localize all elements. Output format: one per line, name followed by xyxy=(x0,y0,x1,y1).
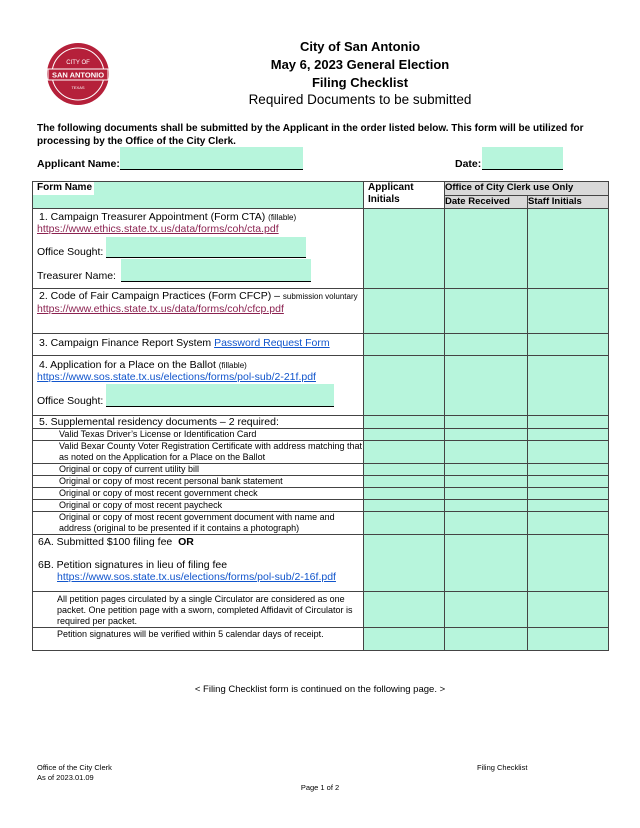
item-2-applicant-initials[interactable] xyxy=(364,289,445,334)
item-2-staff-initials[interactable] xyxy=(528,289,609,334)
item-4-note: (fillable) xyxy=(218,361,247,370)
item-5-applicant-initials[interactable] xyxy=(364,416,445,429)
item-5-sub-3: Original or copy of current utility bill xyxy=(59,464,200,474)
item-5b-staff-initials[interactable] xyxy=(528,441,609,464)
item-5-sub-6: Original or copy of most recent paycheck xyxy=(59,500,223,510)
item-5a-staff-initials[interactable] xyxy=(528,429,609,441)
form-name-header-fill2 xyxy=(33,195,363,208)
item-1-treasurer-label: Treasurer Name: xyxy=(37,270,116,282)
item-5f-staff-initials[interactable] xyxy=(528,500,609,512)
item-5-cell xyxy=(33,416,364,429)
form-name-header: Form Name xyxy=(37,182,93,193)
form-name-header-fill xyxy=(94,182,363,195)
staff-initials-header: Staff Initials xyxy=(528,195,609,209)
item-3-applicant-initials[interactable] xyxy=(364,334,445,356)
item-4-link[interactable]: https://www.sos.state.tx.us/elections/forms/pol-sub/2-21f.pdf xyxy=(37,371,316,383)
item-1-staff-initials[interactable] xyxy=(528,209,609,289)
form-name-header-cell xyxy=(33,182,364,209)
item-1-title: 1. Campaign Treasurer Appointment (Form CTA) xyxy=(39,211,266,223)
continued-note: < Filing Checklist form is continued on the following page. > xyxy=(194,684,446,695)
seal-line1: CITY OF xyxy=(66,60,90,66)
item-5d-staff-initials[interactable] xyxy=(528,476,609,488)
item-6a-or: OR xyxy=(178,536,194,548)
date-received-header: Date Received xyxy=(445,195,528,209)
petition-note-1: All petition pages circulated by a single Circulator are considered as one packet. One petition page with a sworn, completed Affidavit of Circulator is required per packet. xyxy=(57,594,353,626)
item-5f-applicant-initials[interactable] xyxy=(364,500,445,512)
checklist-table xyxy=(32,181,609,651)
applicant-header-line2: Initials xyxy=(368,194,400,205)
item-5g-applicant-initials[interactable] xyxy=(364,512,445,535)
item-5-sub-7: Original or copy of most recent government document with name and address (original to be presented if it contains a photograph) xyxy=(59,512,335,533)
applicant-initials-header xyxy=(364,182,445,209)
item-5d-applicant-initials[interactable] xyxy=(364,476,445,488)
item-4-office-field[interactable] xyxy=(106,384,334,407)
item-6b-link[interactable]: https://www.sos.state.tx.us/elections/forms/pol-sub/2-16f.pdf xyxy=(57,571,336,583)
item-5e-applicant-initials[interactable] xyxy=(364,488,445,500)
note-1-staff-initials[interactable] xyxy=(528,592,609,628)
item-5a-applicant-initials[interactable] xyxy=(364,429,445,441)
header-election: May 6, 2023 General Election xyxy=(270,57,450,72)
applicant-name-field[interactable] xyxy=(120,147,303,170)
item-5g-date-received[interactable] xyxy=(445,512,528,535)
note-2-staff-initials[interactable] xyxy=(528,628,609,651)
header-title: Filing Checklist xyxy=(311,75,409,90)
item-1-applicant-initials[interactable] xyxy=(364,209,445,289)
item-3-date-received[interactable] xyxy=(445,334,528,356)
note-2-date-received[interactable] xyxy=(445,628,528,651)
item-4-office-label: Office Sought: xyxy=(37,395,104,407)
item-6b-title: 6B. Petition signatures in lieu of filing fee xyxy=(38,559,228,571)
item-6a-title: 6A. Submitted $100 filing fee xyxy=(38,536,173,548)
item-5b-applicant-initials[interactable] xyxy=(364,441,445,464)
item-4-applicant-initials[interactable] xyxy=(364,356,445,416)
item-1-office-label: Office Sought: xyxy=(37,246,104,258)
header-city: City of San Antonio xyxy=(299,39,421,54)
note-2-applicant-initials[interactable] xyxy=(364,628,445,651)
item-5e-date-received[interactable] xyxy=(445,488,528,500)
footer-right: Filing Checklist xyxy=(477,763,528,772)
intro-text: The following documents shall be submitted by the Applicant in the order listed below. This form will be utilized for processing by the Office of the City Clerk. xyxy=(37,123,584,147)
item-4-staff-initials[interactable] xyxy=(528,356,609,416)
item-5-sub-1: Valid Texas Driver’s License or Identification Card xyxy=(59,429,257,439)
item-5b-date-received[interactable] xyxy=(445,441,528,464)
footer-office: Office of the City Clerk xyxy=(37,763,112,772)
item-5g-staff-initials[interactable] xyxy=(528,512,609,535)
city-seal-logo xyxy=(46,42,110,106)
item-1-treasurer-field[interactable] xyxy=(121,259,311,282)
item-5c-applicant-initials[interactable] xyxy=(364,464,445,476)
item-1-date-received[interactable] xyxy=(445,209,528,289)
office-use-header: Office of City Clerk use Only xyxy=(445,182,609,196)
item-5-sub-5: Original or copy of most recent government check xyxy=(59,488,258,498)
item-3-cell xyxy=(33,334,364,356)
item-2-note: submission voluntary xyxy=(282,292,358,301)
footer-date: As of 2023.01.09 xyxy=(37,773,94,782)
item-1-link[interactable]: https://www.ethics.state.tx.us/data/forms/coh/cta.pdf xyxy=(37,223,279,235)
item-6-staff-initials[interactable] xyxy=(528,535,609,592)
item-6-applicant-initials[interactable] xyxy=(364,535,445,592)
applicant-name-label: Applicant Name: xyxy=(37,158,120,170)
footer-page-number: Page 1 of 2 xyxy=(300,783,340,792)
item-4-title: 4. Application for a Place on the Ballot xyxy=(39,359,216,371)
item-5-title: 5. Supplemental residency documents – 2 required: xyxy=(39,416,279,428)
item-5-sub-4: Original or copy of most recent personal bank statement xyxy=(59,476,283,486)
petition-note-2: Petition signatures will be verified within 5 calendar days of receipt. xyxy=(57,629,324,639)
item-5a-date-received[interactable] xyxy=(445,429,528,441)
item-2-link[interactable]: https://www.ethics.state.tx.us/data/forms/coh/cfcp.pdf xyxy=(37,303,284,315)
item-3-title: 3. Campaign Finance Report System xyxy=(39,337,212,349)
item-2-title: 2. Code of Fair Campaign Practices (Form CFCP) – xyxy=(39,290,280,302)
item-6-date-received[interactable] xyxy=(445,535,528,592)
item-5e-staff-initials[interactable] xyxy=(528,488,609,500)
item-4-date-received[interactable] xyxy=(445,356,528,416)
applicant-header-line1: Applicant xyxy=(368,182,414,193)
item-5f-date-received[interactable] xyxy=(445,500,528,512)
item-1-note: (fillable) xyxy=(268,213,297,222)
item-1-office-field[interactable] xyxy=(106,237,306,258)
document-header xyxy=(160,38,560,108)
item-2-date-received[interactable] xyxy=(445,289,528,334)
item-1-cell xyxy=(33,209,364,289)
item-3-staff-initials[interactable] xyxy=(528,334,609,356)
item-5-sub-2: Valid Bexar County Voter Registration Certificate with address matching that as noted on the Application for a Place on the Ballot xyxy=(59,441,362,462)
seal-line3: TEXAS xyxy=(71,85,85,90)
date-label: Date: xyxy=(455,158,482,170)
footer-left xyxy=(37,763,112,783)
note-1-applicant-initials[interactable] xyxy=(364,592,445,628)
item-5c-date-received[interactable] xyxy=(445,464,528,476)
item-5c-staff-initials[interactable] xyxy=(528,464,609,476)
header-subtitle: Required Documents to be submitted xyxy=(248,92,472,107)
item-4-cell xyxy=(33,356,364,416)
seal-line2: SAN ANTONIO xyxy=(51,70,105,80)
note-1-date-received[interactable] xyxy=(445,592,528,628)
item-5-date-received[interactable] xyxy=(445,416,528,429)
item-5-staff-initials[interactable] xyxy=(528,416,609,429)
item-5d-date-received[interactable] xyxy=(445,476,528,488)
date-field[interactable] xyxy=(482,147,563,170)
item-2-cell xyxy=(33,289,364,334)
item-3-link[interactable]: Password Request Form xyxy=(214,337,330,349)
item-6-cell xyxy=(33,535,364,592)
